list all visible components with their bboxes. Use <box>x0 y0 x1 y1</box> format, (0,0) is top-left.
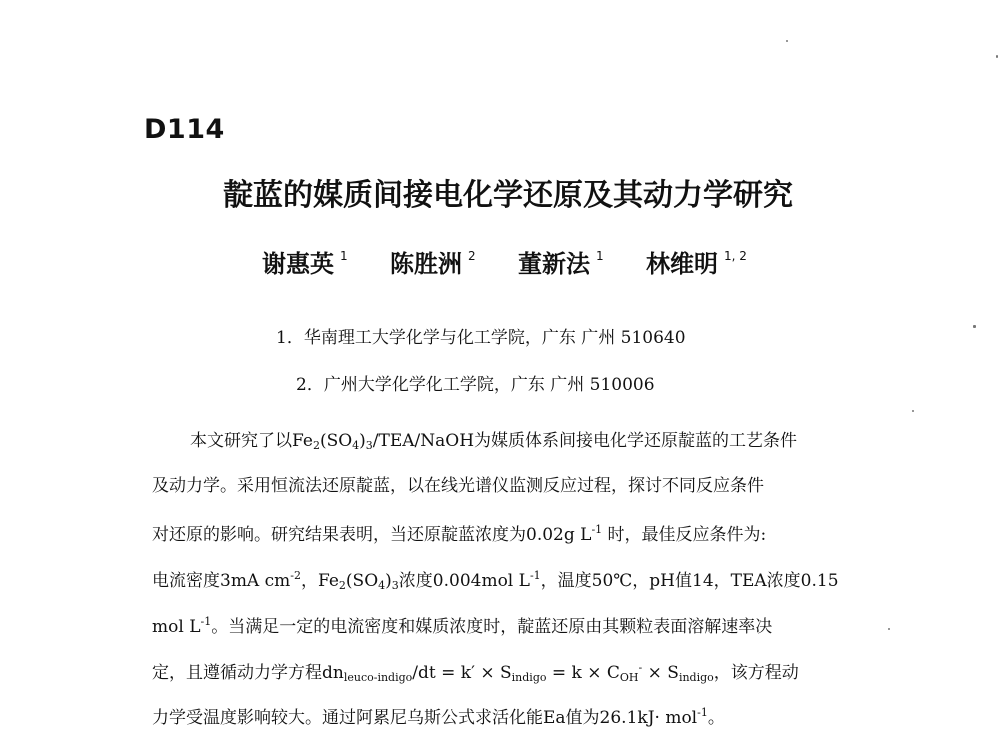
abstract-line-5: mol $L^{-1}$。当满足一定的电流密度和媒质浓度时，靛蓝还原由其颗粒表面溶解速率决 <box>152 615 773 637</box>
author-list <box>262 244 747 279</box>
scan-speck <box>973 325 976 328</box>
author <box>262 244 348 279</box>
author <box>646 244 747 279</box>
author-affiliation-mark: 1 <box>340 249 348 263</box>
scan-speck <box>786 40 788 42</box>
scan-speck <box>912 410 914 412</box>
author-affiliation-mark: 1, 2 <box>724 249 747 263</box>
author-name: 董新法 <box>518 250 590 278</box>
abstract-line-7: 力学受温度影响较大。通过阿累尼乌斯公式求活化能Ea值为26.1kJ· mol$^{-1}$。 <box>152 706 725 728</box>
author <box>518 244 604 279</box>
abstract-line-2: 及动力学。采用恒流法还原靛蓝，以在线光谱仪监测反应过程，探讨不同反应条件 <box>152 476 764 496</box>
author-name: 林维明 <box>646 250 718 278</box>
affiliation-2: 2．广州大学化学化工学院，广东 广州 510006 <box>296 375 655 395</box>
author <box>390 244 476 279</box>
abstract-line-3: 对还原的影响。研究结果表明，当还原靛蓝浓度为0.02g $L^{-1}$ 时，最佳反应条件为: <box>152 523 767 545</box>
affiliation-1: 1．华南理工大学化学与化工学院，广东 广州 510640 <box>276 328 686 348</box>
author-name: 谢惠英 <box>262 250 334 278</box>
author-affiliation-mark: 2 <box>468 249 476 263</box>
author-affiliation-mark: 1 <box>596 249 604 263</box>
abstract-line-6: 定，且遵循动力学方程$dn_{leuco-indigo}/dt = k' \times S_{indigo} = k \times C_{OH}^- \times S_{indigo}$，该方程动 <box>152 661 799 684</box>
abstract-line-1: 本文研究了以$Fe_2(SO_4)_3/TEA$/NaOH为媒质体系间接电化学还原靛蓝的工艺条件 <box>190 431 798 452</box>
scan-speck <box>996 55 998 58</box>
author-name: 陈胜洲 <box>390 250 462 278</box>
abstract-line-4: 电流密度3mA $cm^{-2}$，$Fe_2(SO_4)_3$浓度0.004mol $L^{-1}$，温度50℃，pH值14，TEA浓度0.15 <box>152 569 839 592</box>
paper-code: D114 <box>144 114 225 145</box>
paper-title: 靛蓝的媒质间接电化学还原及其动力学研究 <box>223 178 793 213</box>
scan-speck <box>888 628 890 630</box>
